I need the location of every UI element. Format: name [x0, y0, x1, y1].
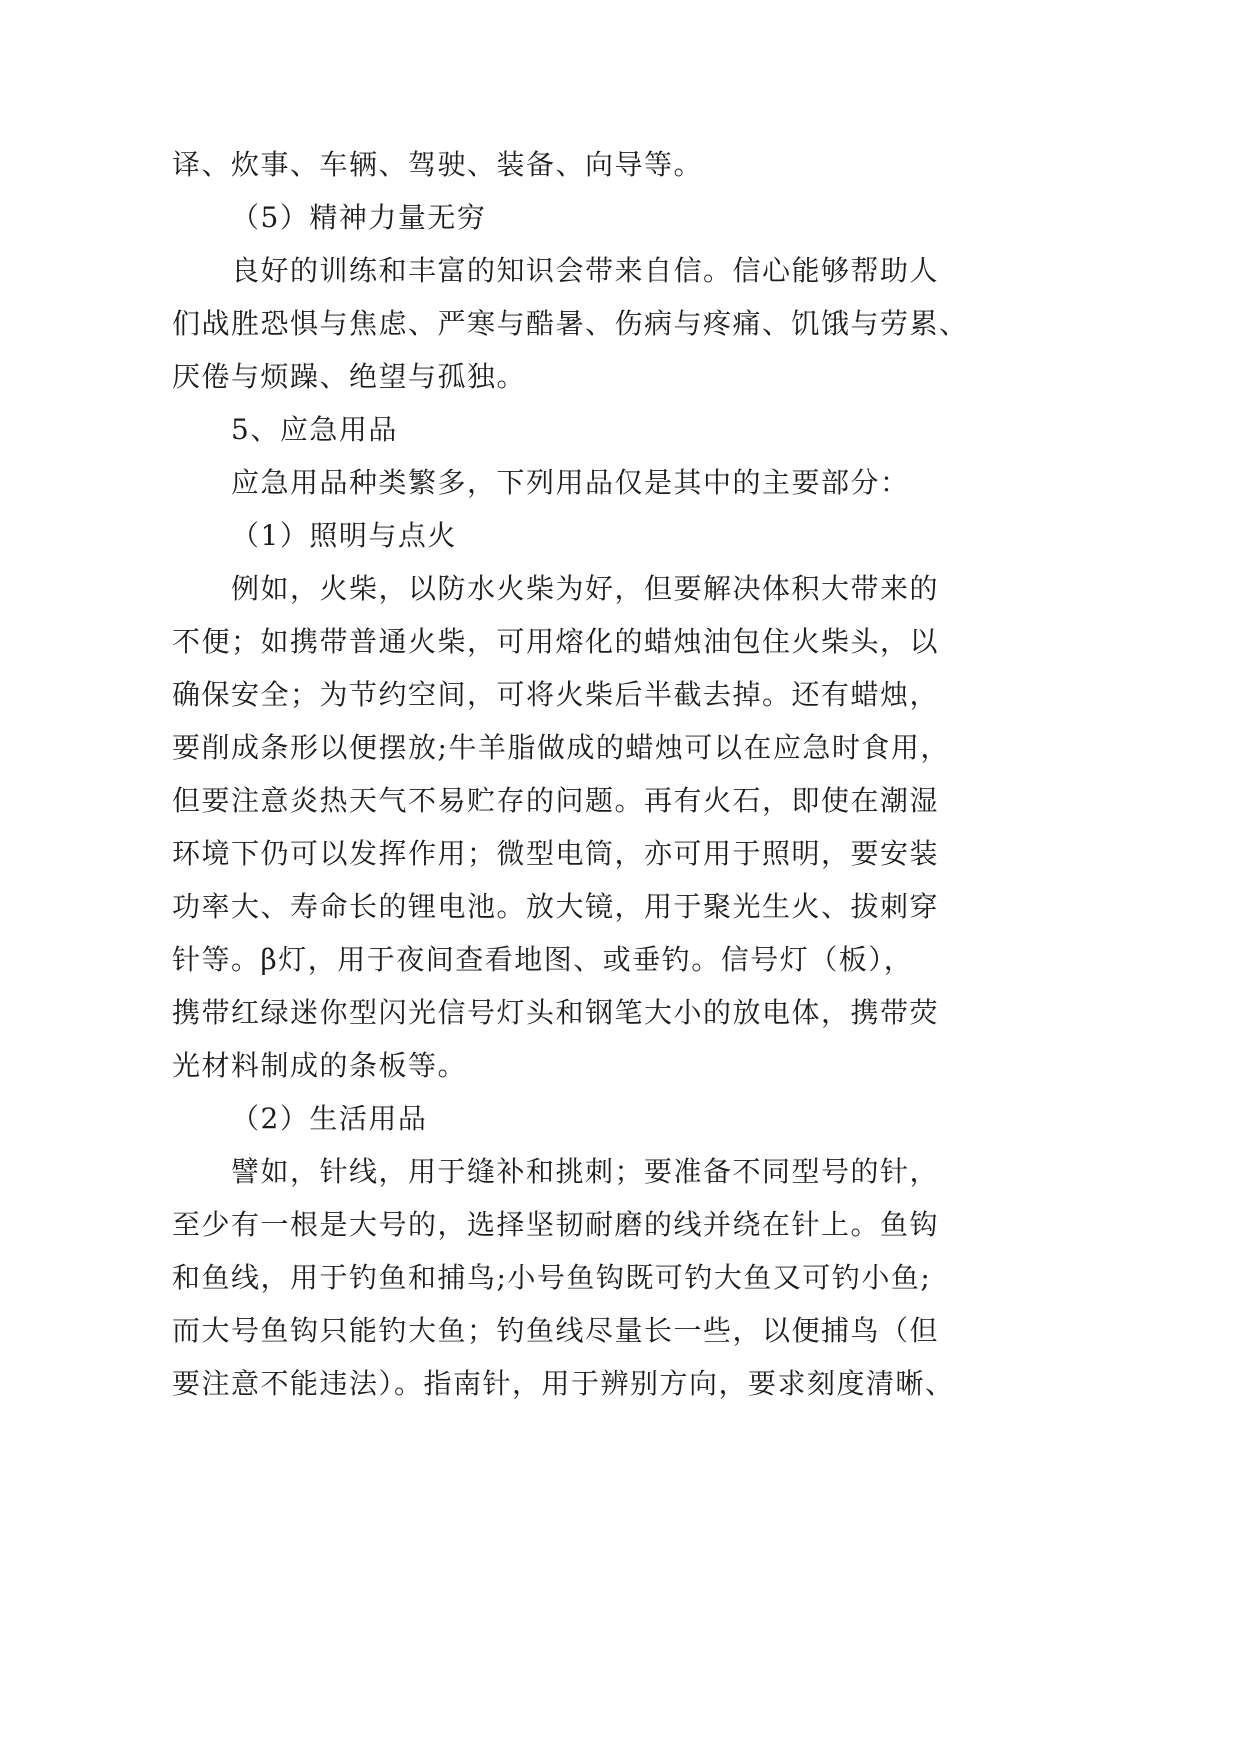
section-heading-lighting — [172, 509, 1172, 562]
heading-line: （2）生活用品 — [231, 1102, 428, 1135]
paragraph-lighting — [172, 562, 1172, 1092]
section-heading-daily-items — [172, 1092, 1172, 1145]
text-line: 环境下仍可以发挥作用；微型电筒，亦可用于照明，要安装 — [172, 837, 940, 870]
section-heading-emergency-supplies — [172, 403, 1172, 456]
text-line: 携带红绿迷你型闪光信号灯头和钢笔大小的放电体，携带荧 — [172, 996, 940, 1029]
text-line: 良好的训练和丰富的知识会带来自信。信心能够帮助人 — [231, 254, 940, 287]
section-heading-spirit — [172, 191, 1172, 244]
text-line: 而大号鱼钩只能钓大鱼；钓鱼线尽量长一些，以便捕鸟（但 — [172, 1314, 940, 1347]
text-line: 光材料制成的条板等。 — [172, 1049, 468, 1082]
text-line: 要注意不能违法）。指南针，用于辨别方向，要求刻度清晰、 — [172, 1367, 955, 1400]
text-line: 应急用品种类繁多，下列用品仅是其中的主要部分： — [231, 466, 910, 499]
text-line: 要削成条形以便摆放;牛羊脂做成的蜡烛可以在应急时食用， — [172, 731, 950, 764]
text-line: 译、炊事、车辆、驾驶、装备、向导等。 — [172, 148, 704, 181]
heading-line: 5、应急用品 — [231, 413, 398, 446]
paragraph-confidence — [172, 244, 1172, 403]
text-line: 不便；如携带普通火柴，可用熔化的蜡烛油包住火柴头，以 — [172, 625, 940, 658]
paragraph-daily-items — [172, 1145, 1172, 1410]
text-line: 们战胜恐惧与焦虑、严寒与酷暑、伤病与疼痛、饥饿与劳累、 — [172, 307, 969, 340]
document-body — [172, 138, 1172, 1410]
text-line: 确保安全；为节约空间，可将火柴后半截去掉。还有蜡烛， — [172, 678, 940, 711]
heading-line: （5）精神力量无穷 — [231, 201, 487, 234]
text-line: 功率大、寿命长的锂电池。放大镜，用于聚光生火、拔刺穿 — [172, 890, 940, 923]
paragraph-supplies-intro — [172, 456, 1172, 509]
text-line: 和鱼线，用于钓鱼和捕鸟;小号鱼钩既可钓大鱼又可钓小鱼; — [172, 1261, 932, 1294]
heading-line: （1）照明与点火 — [231, 519, 457, 552]
text-line: 但要注意炎热天气不易贮存的问题。再有火石，即使在潮湿 — [172, 784, 940, 817]
text-line: 厌倦与烦躁、绝望与孤独。 — [172, 360, 527, 393]
text-line: 譬如，针线，用于缝补和挑刺；要准备不同型号的针， — [231, 1155, 940, 1188]
text-line: 针等。β灯，用于夜间查看地图、或垂钓。信号灯（板）， — [172, 943, 914, 976]
text-line: 至少有一根是大号的，选择坚韧耐磨的线并绕在针上。鱼钩 — [172, 1208, 940, 1241]
paragraph-continuation — [172, 138, 1172, 191]
text-line: 例如，火柴，以防水火柴为好，但要解决体积大带来的 — [231, 572, 940, 605]
